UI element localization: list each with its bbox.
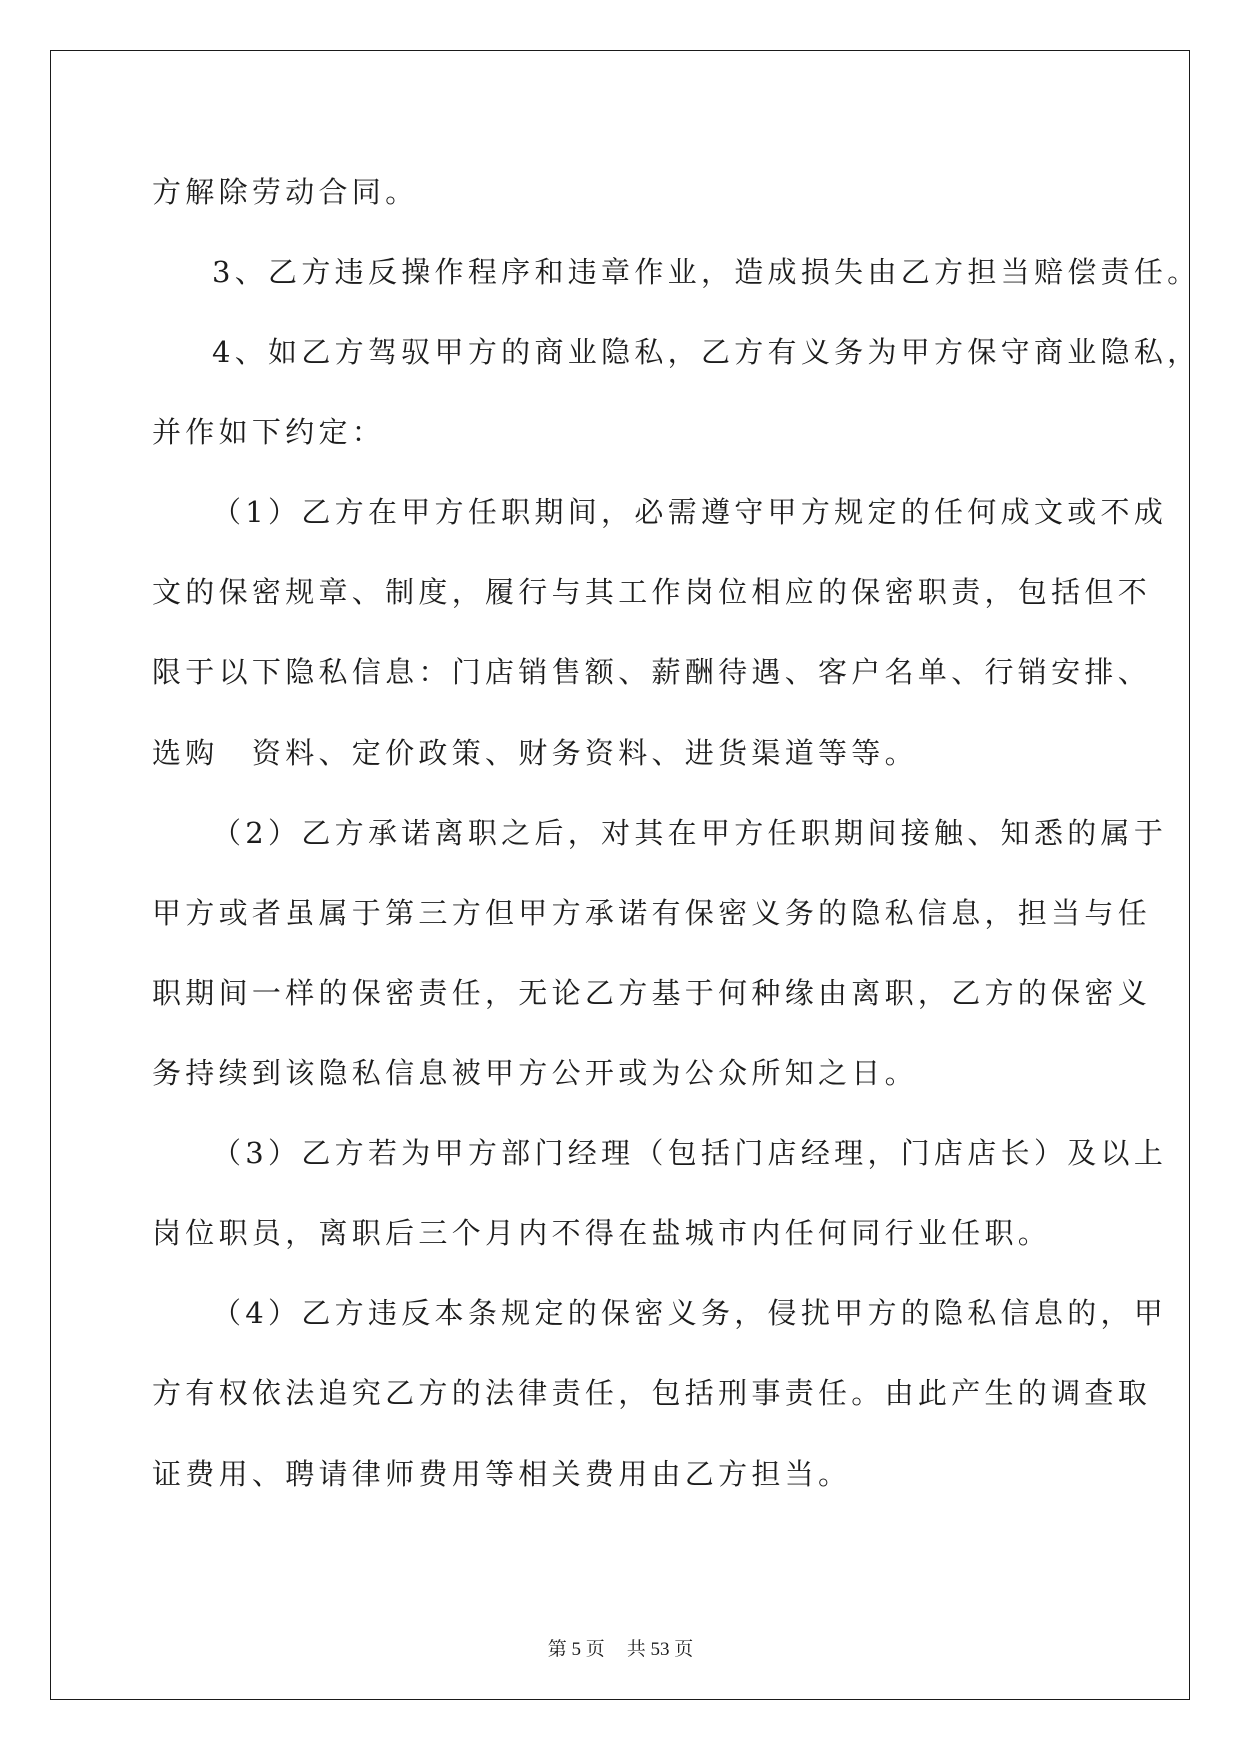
body-line: 3、乙方违反操作程序和违章作业，造成损失由乙方担当赔偿责任。 (212, 255, 1201, 289)
body-line: 4、如乙方驾驭甲方的商业隐私，乙方有义务为甲方保守商业隐私， (212, 335, 1201, 369)
body-line: （1）乙方在甲方任职期间，必需遵守甲方规定的任何成文或不成 (212, 495, 1168, 529)
body-line: 限于以下隐私信息：门店销售额、薪酬待遇、客户名单、行销安排、 (152, 655, 1152, 689)
body-line: （4）乙方违反本条规定的保密义务，侵扰甲方的隐私信息的，甲 (212, 1296, 1168, 1330)
body-line: （3）乙方若为甲方部门经理（包括门店经理，门店店长）及以上 (212, 1136, 1168, 1170)
body-line: 文的保密规章、制度，履行与其工作岗位相应的保密职责，包括但不 (152, 575, 1152, 609)
body-line: 方解除劳动合同。 (152, 175, 419, 209)
body-line: 方有权依法追究乙方的法律责任，包括刑事责任。由此产生的调查取 (152, 1376, 1152, 1410)
page-number: 第 5 页 (547, 1639, 605, 1660)
page-border (50, 50, 1190, 1700)
body-line: 并作如下约定： (152, 415, 386, 449)
body-line: 证费用、聘请律师费用等相关费用由乙方担当。 (152, 1457, 852, 1491)
body-line: 选购 资料、定价政策、财务资料、进货渠道等等。 (152, 736, 918, 770)
body-line: 岗位职员，离职后三个月内不得在盐城市内任何同行业任职。 (152, 1216, 1052, 1250)
total-pages: 共 53 页 (626, 1639, 694, 1660)
body-line: 务持续到该隐私信息被甲方公开或为公众所知之日。 (152, 1056, 918, 1090)
page-footer (0, 1634, 1241, 1661)
body-line: 甲方或者虽属于第三方但甲方承诺有保密义务的隐私信息，担当与任 (152, 896, 1152, 930)
body-line: 职期间一样的保密责任，无论乙方基于何种缘由离职，乙方的保密义 (152, 976, 1152, 1010)
body-line: （2）乙方承诺离职之后，对其在甲方任职期间接触、知悉的属于 (212, 816, 1168, 850)
